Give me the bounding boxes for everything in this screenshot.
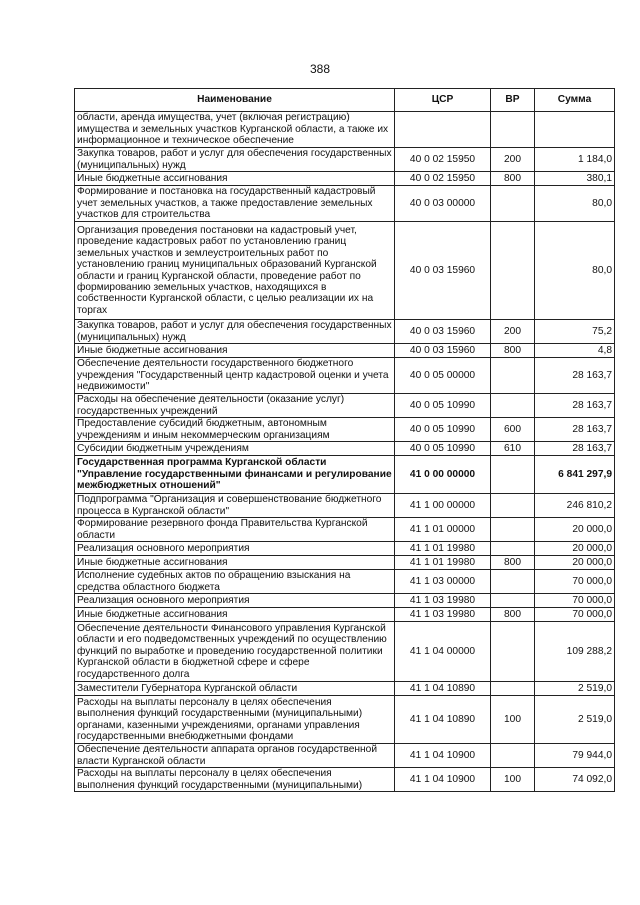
cell-sum: 20 000,0: [535, 518, 615, 542]
cell-name: Иные бюджетные ассигнования: [75, 608, 395, 622]
cell-csr: 40 0 05 10990: [395, 394, 491, 418]
table-row: [75, 696, 615, 744]
cell-csr: 41 0 00 00000: [395, 456, 491, 494]
cell-name: Иные бюджетные ассигнования: [75, 556, 395, 570]
table-row: [75, 344, 615, 358]
cell-name: Закупка товаров, работ и услуг для обеспечения государственных (муниципальных) нужд: [75, 148, 395, 172]
cell-vr: [491, 622, 535, 682]
table-row: [75, 320, 615, 344]
cell-vr: [491, 594, 535, 608]
cell-sum: 246 810,2: [535, 494, 615, 518]
cell-sum: 80,0: [535, 222, 615, 320]
cell-name: области, аренда имущества, учет (включая регистрацию) имущества и земельных участков Курганской области, а также их информационное и техническое обеспечение: [75, 112, 395, 148]
cell-vr: [491, 494, 535, 518]
cell-csr: 40 0 03 15960: [395, 222, 491, 320]
cell-sum: 80,0: [535, 186, 615, 222]
cell-sum: 28 163,7: [535, 442, 615, 456]
cell-vr: [491, 570, 535, 594]
table-row: [75, 394, 615, 418]
cell-vr: [491, 222, 535, 320]
cell-sum: 20 000,0: [535, 556, 615, 570]
cell-csr: 41 1 01 00000: [395, 518, 491, 542]
table-row: [75, 358, 615, 394]
table-row: [75, 768, 615, 792]
cell-name: Обеспечение деятельности государственного бюджетного учреждения "Государственный центр кадастровой оценки и учета недвижимости": [75, 358, 395, 394]
cell-sum: 28 163,7: [535, 418, 615, 442]
cell-csr: 41 1 00 00000: [395, 494, 491, 518]
cell-name: Иные бюджетные ассигнования: [75, 344, 395, 358]
cell-csr: 41 1 03 19980: [395, 594, 491, 608]
cell-csr: 40 0 03 15960: [395, 320, 491, 344]
cell-vr: [491, 394, 535, 418]
cell-sum: 28 163,7: [535, 358, 615, 394]
cell-sum: 28 163,7: [535, 394, 615, 418]
cell-name: Предоставление субсидий бюджетным, автономным учреждениям и иным некоммерческим организациям: [75, 418, 395, 442]
cell-csr: 41 1 04 10900: [395, 744, 491, 768]
cell-vr: [491, 112, 535, 148]
budget-table: [74, 88, 615, 792]
cell-csr: 41 1 03 00000: [395, 570, 491, 594]
table-row: [75, 744, 615, 768]
header-csr: ЦСР: [395, 89, 491, 112]
cell-vr: [491, 456, 535, 494]
table-row: [75, 186, 615, 222]
table-row: [75, 556, 615, 570]
cell-name: Подпрограмма "Организация и совершенствование бюджетного процесса в Курганской области": [75, 494, 395, 518]
table-row: [75, 622, 615, 682]
cell-name: Расходы на обеспечение деятельности (оказание услуг) государственных учреждений: [75, 394, 395, 418]
cell-csr: 41 1 01 19980: [395, 542, 491, 556]
cell-vr: [491, 744, 535, 768]
cell-sum: 74 092,0: [535, 768, 615, 792]
cell-vr: 600: [491, 418, 535, 442]
cell-sum: 70 000,0: [535, 570, 615, 594]
table-row: [75, 570, 615, 594]
cell-sum: 20 000,0: [535, 542, 615, 556]
table-row: [75, 518, 615, 542]
cell-name: Субсидии бюджетным учреждениям: [75, 442, 395, 456]
cell-sum: 75,2: [535, 320, 615, 344]
cell-vr: 100: [491, 696, 535, 744]
cell-csr: 41 1 04 10890: [395, 682, 491, 696]
table-row: [75, 682, 615, 696]
cell-name: Обеспечение деятельности Финансового управления Курганской области и его подведомственных учреждений по осуществлению функций по выработке и проведению государственной политики Курганской области в бюджетной сфере и сфере государственного долга: [75, 622, 395, 682]
cell-sum: 6 841 297,9: [535, 456, 615, 494]
cell-vr: [491, 186, 535, 222]
cell-vr: 100: [491, 768, 535, 792]
header-vr: ВР: [491, 89, 535, 112]
cell-name: Формирование и постановка на государственный кадастровый учет земельных участков, а также предоставление земельных участков для строительства: [75, 186, 395, 222]
cell-name: Реализация основного мероприятия: [75, 542, 395, 556]
cell-vr: 800: [491, 556, 535, 570]
cell-csr: 40 0 03 15960: [395, 344, 491, 358]
cell-vr: 800: [491, 172, 535, 186]
table-row: [75, 222, 615, 320]
cell-name: Расходы на выплаты персоналу в целях обеспечения выполнения функций государственными (муниципальными) органами, казенными учреждениями, органами управления государственными внебюджетными фондами: [75, 696, 395, 744]
table-row: [75, 456, 615, 494]
cell-sum: 2 519,0: [535, 696, 615, 744]
cell-csr: 40 0 05 00000: [395, 358, 491, 394]
cell-sum: 4,8: [535, 344, 615, 358]
cell-vr: [491, 518, 535, 542]
cell-sum: 70 000,0: [535, 594, 615, 608]
cell-csr: 40 0 05 10990: [395, 442, 491, 456]
cell-vr: [491, 682, 535, 696]
cell-name: Заместители Губернатора Курганской области: [75, 682, 395, 696]
cell-vr: 800: [491, 344, 535, 358]
cell-sum: 1 184,0: [535, 148, 615, 172]
cell-csr: 40 0 03 00000: [395, 186, 491, 222]
cell-sum: [535, 112, 615, 148]
cell-vr: [491, 358, 535, 394]
cell-csr: 40 0 05 10990: [395, 418, 491, 442]
cell-csr: 41 1 04 00000: [395, 622, 491, 682]
cell-name: Расходы на выплаты персоналу в целях обеспечения выполнения функций государственными (муниципальными): [75, 768, 395, 792]
cell-name: Организация проведения постановки на кадастровый учет, проведение кадастровых работ по установлению границ земельных участков и землеустроительных работ по установлению границ муниципальных образований Курганской области и границ Курганской области, проведение работ по формированию земельных участков, находящихся в собственности Курганской области, с целью реализации их на торгах: [75, 222, 395, 320]
table-row: [75, 494, 615, 518]
table-row: [75, 172, 615, 186]
cell-sum: 2 519,0: [535, 682, 615, 696]
cell-csr: 40 0 02 15950: [395, 148, 491, 172]
cell-vr: 800: [491, 608, 535, 622]
cell-vr: 610: [491, 442, 535, 456]
cell-csr: [395, 112, 491, 148]
cell-vr: 200: [491, 148, 535, 172]
cell-sum: 79 944,0: [535, 744, 615, 768]
cell-name: Формирование резервного фонда Правительства Курганской области: [75, 518, 395, 542]
header-sum: Сумма: [535, 89, 615, 112]
table-row: [75, 148, 615, 172]
cell-name: Государственная программа Курганской области "Управление государственными финансами и регулирование межбюджетных отношений": [75, 456, 395, 494]
cell-name: Обеспечение деятельности аппарата органов государственной власти Курганской области: [75, 744, 395, 768]
cell-vr: [491, 542, 535, 556]
cell-name: Реализация основного мероприятия: [75, 594, 395, 608]
cell-name: Закупка товаров, работ и услуг для обеспечения государственных (муниципальных) нужд: [75, 320, 395, 344]
header-name: Наименование: [75, 89, 395, 112]
cell-sum: 380,1: [535, 172, 615, 186]
cell-name: Исполнение судебных актов по обращению взыскания на средства областного бюджета: [75, 570, 395, 594]
cell-sum: 109 288,2: [535, 622, 615, 682]
cell-csr: 41 1 04 10890: [395, 696, 491, 744]
table-row: [75, 608, 615, 622]
cell-vr: 200: [491, 320, 535, 344]
table-row: [75, 594, 615, 608]
table-header-row: [75, 89, 615, 112]
cell-sum: 70 000,0: [535, 608, 615, 622]
table-row: [75, 418, 615, 442]
table-row: [75, 442, 615, 456]
table-row: [75, 112, 615, 148]
cell-csr: 41 1 01 19980: [395, 556, 491, 570]
cell-csr: 41 1 04 10900: [395, 768, 491, 792]
cell-csr: 41 1 03 19980: [395, 608, 491, 622]
page-number: 388: [309, 62, 331, 76]
cell-name: Иные бюджетные ассигнования: [75, 172, 395, 186]
table-row: [75, 542, 615, 556]
cell-csr: 40 0 02 15950: [395, 172, 491, 186]
